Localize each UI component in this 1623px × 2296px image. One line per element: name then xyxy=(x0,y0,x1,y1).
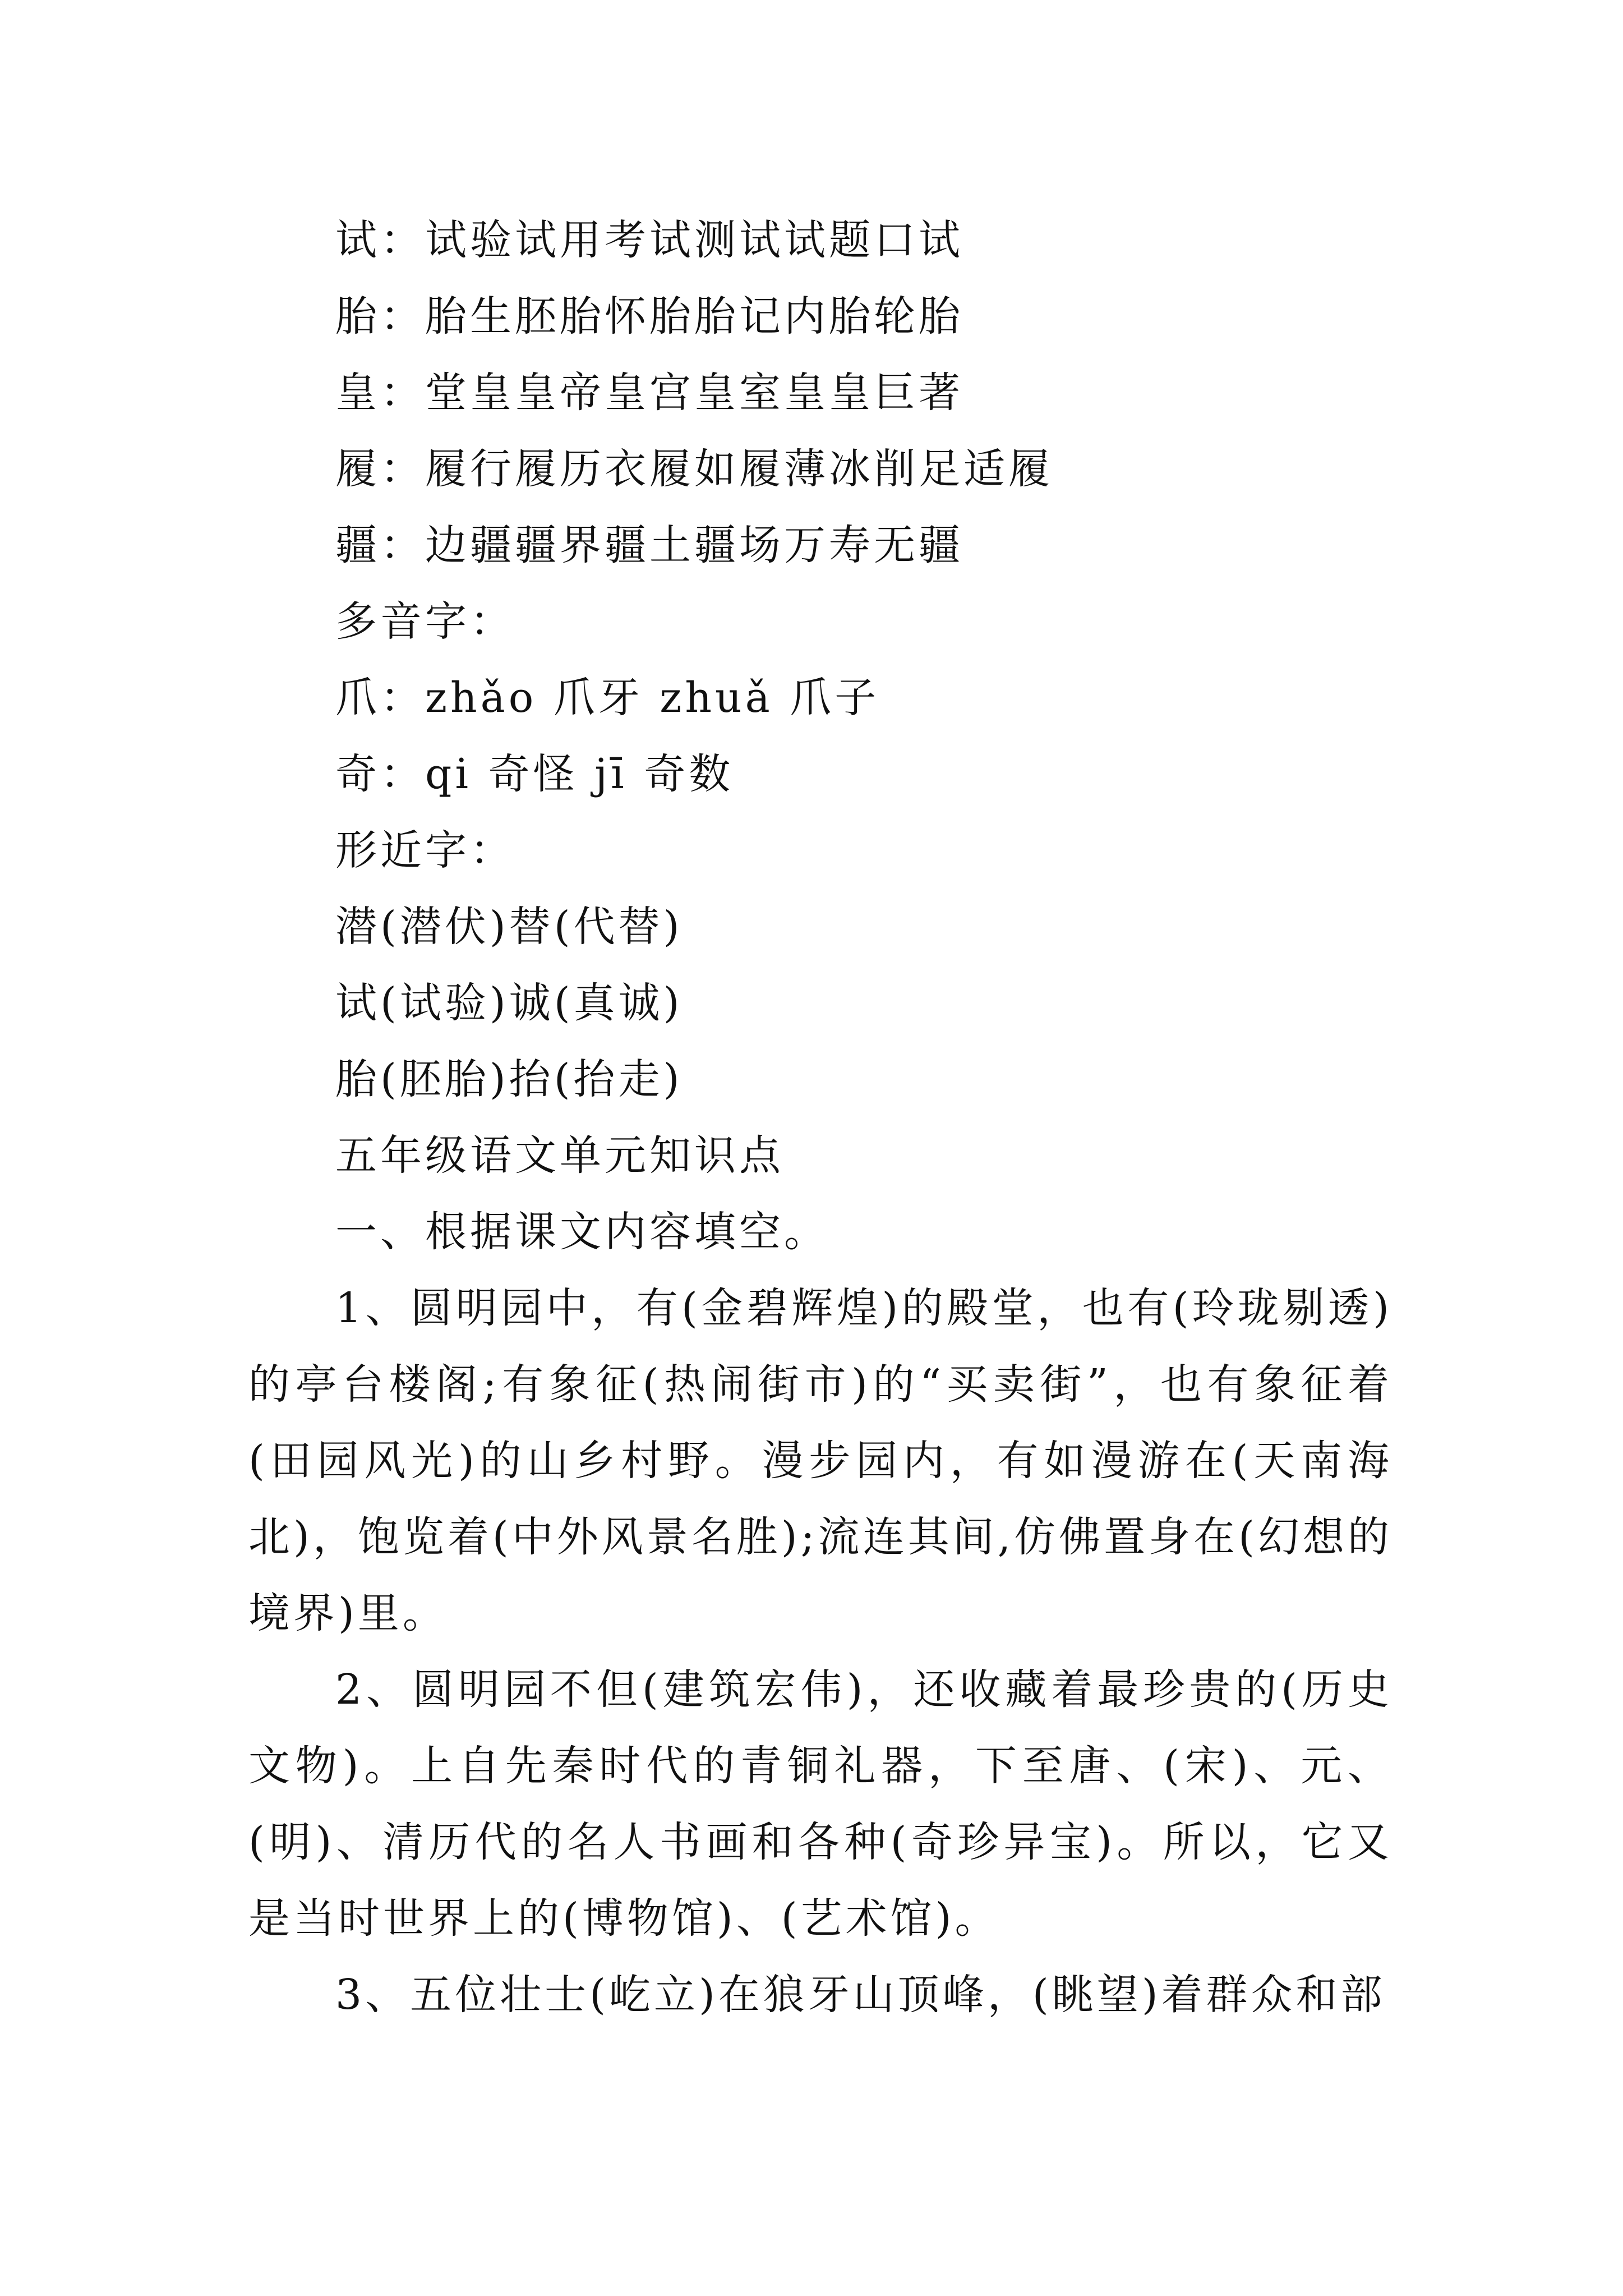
polyphone-item: 爪：zhǎo 爪牙 zhuǎ 爪子 xyxy=(335,674,880,722)
paragraph: 3、五位壮士(屹立)在狼牙山顶峰，(眺望)着群众和部 xyxy=(335,1971,1386,2019)
vocab-line: 履：履行履历衣履如履薄冰削足适履 xyxy=(335,445,1053,493)
vocab-line: 胎：胎生胚胎怀胎胎记内胎轮胎 xyxy=(335,292,963,341)
paragraph: 2、圆明园不但(建筑宏伟)，还收藏着最珍贵的(历史文物)。上自先秦时代的青铜礼器，下至唐、(宋)、元、(明)、清历代的名人书画和各种(奇珍异宝)。所以，它又是当时世界上的(博物馆)、(艺术馆)。 xyxy=(248,1665,1393,1943)
similar-item: 潜(潜伏)替(代替) xyxy=(335,903,683,951)
similar-item: 胎(胚胎)抬(抬走) xyxy=(335,1055,683,1103)
vocab-line: 疆：边疆疆界疆土疆场万寿无疆 xyxy=(335,521,963,569)
polyphone-item: 奇：qi 奇怪 jī 奇数 xyxy=(335,750,734,798)
section-title: 五年级语文单元知识点 xyxy=(335,1131,784,1180)
paragraph: 1、圆明园中，有(金碧辉煌)的殿堂，也有(玲珑剔透)的亭台楼阁;有象征(热闹街市)的“买卖街”，也有象征着(田园风光)的山乡村野。漫步园内，有如漫游在(天南海北)，饱览着(中外风景名胜);流连其间,仿佛置身在(幻想的境界)里。 xyxy=(248,1284,1393,1637)
similar-heading: 形近字： xyxy=(335,826,515,875)
polyphone-heading: 多音字： xyxy=(335,597,515,646)
vocab-line: 皇：堂皇皇帝皇宫皇室皇皇巨著 xyxy=(335,369,963,417)
vocab-line: 试：试验试用考试测试试题口试 xyxy=(335,216,963,264)
similar-item: 试(试验)诚(真诚) xyxy=(335,979,683,1027)
section-subtitle: 一、根据课文内容填空。 xyxy=(335,1208,829,1256)
